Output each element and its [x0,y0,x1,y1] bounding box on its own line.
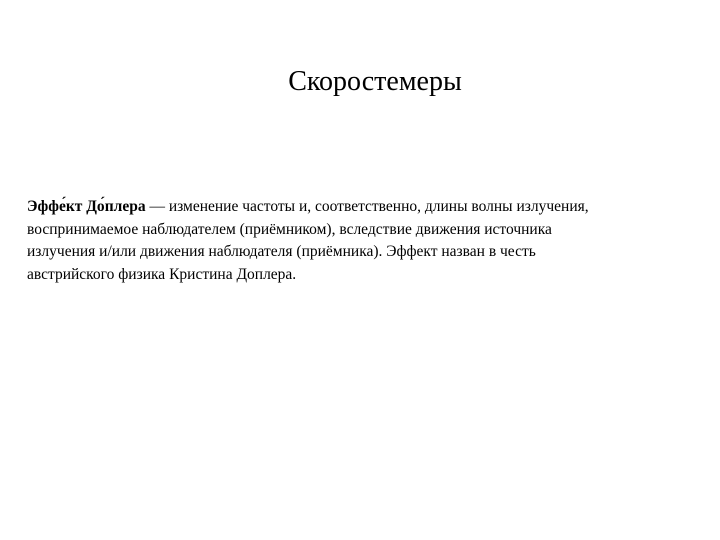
slide-title: Скоростемеры [288,66,462,97]
definition-line-2: воспринимаемое наблюдателем (приёмником), вследствие движения источника [27,220,552,238]
definition-paragraph [27,196,697,286]
definition-line-1 [27,196,697,219]
term-effect [27,198,82,215]
definition-line-1-rest: — изменение частоты и, соответственно, длины волны излучения, [145,198,589,215]
term-doppler-part2: плера [104,198,146,215]
term-doppler-part1: До [86,198,105,215]
term-effect-part2: кт [65,198,83,215]
definition-line-3: излучения и/или движения наблюдателя (приёмника). Эффект назван в честь [27,243,536,260]
term-doppler [86,198,145,215]
term-effect-part1: Эффе [27,198,66,215]
definition-line-4: австрийского физика Кристина Доплера. [27,265,297,283]
